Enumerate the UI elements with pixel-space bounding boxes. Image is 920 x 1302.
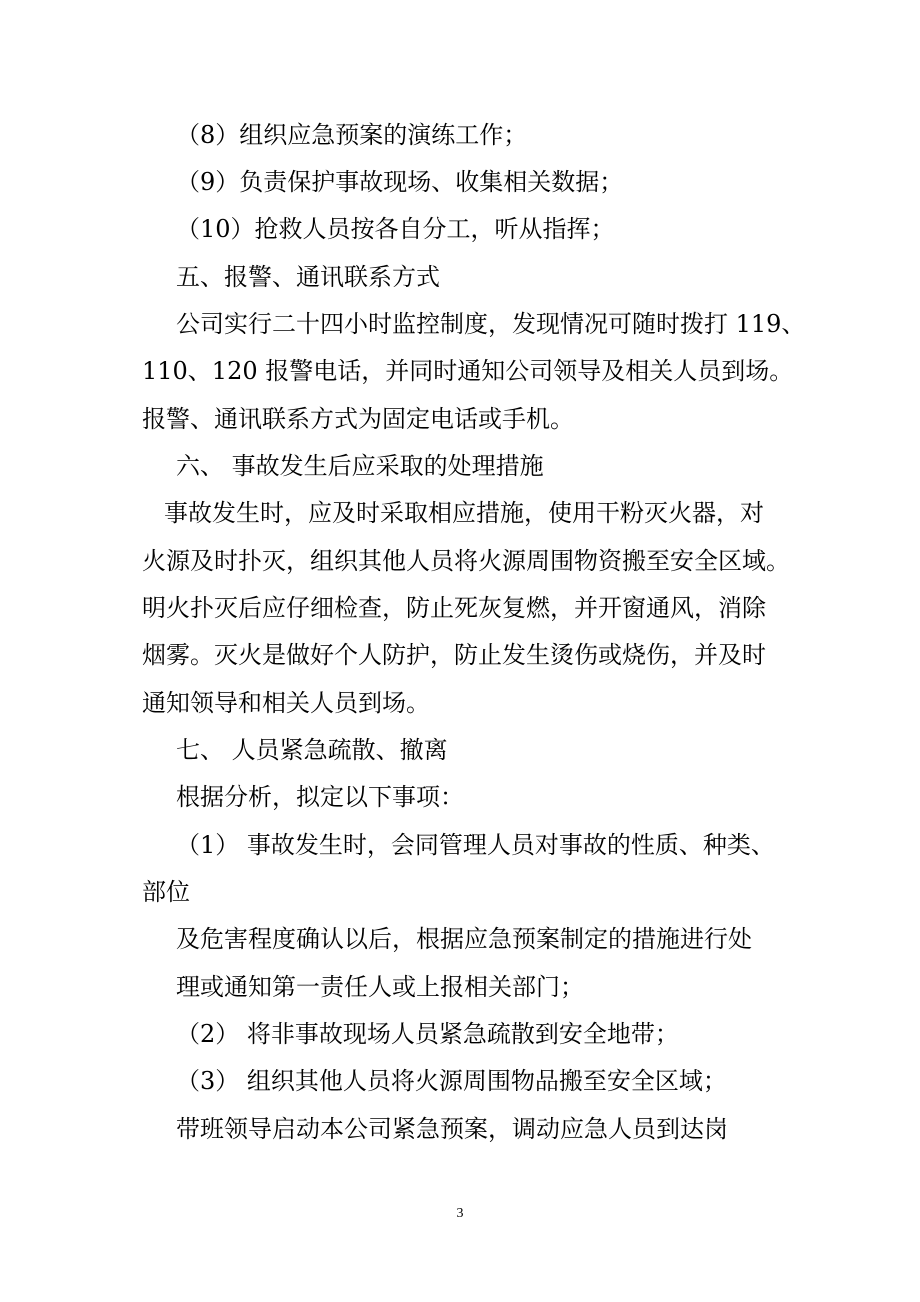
section-7-item-3: （3） 组织其他人员将火源周围物品搬至安全区域； [176,1067,727,1095]
section-6-paragraph-line-3: 明火扑灭后应仔细检查，防止死灰复燃，并开窗通风，消除 [142,594,766,622]
section-6-paragraph-line-1: 事故发生时，应及时采取相应措施，使用干粉灭火器，对 [164,499,764,527]
section-7-item-1-line-1: （1） 事故发生时，会同管理人员对事故的性质、种类、 [176,831,775,859]
section-5-paragraph-line-2: 110、120 报警电话，并同时通知公司领导及相关人员到场。 [142,357,794,385]
section-5-heading: 五、报警、通讯联系方式 [176,263,440,291]
section-5-paragraph-line-1: 公司实行二十四小时监控制度，发现情况可随时拨打 119、 [176,310,806,338]
section-7-item-1-line-2: 部位 [142,878,190,906]
section-6-paragraph-line-4: 烟雾。灭火是做好个人防护，防止发生烫伤或烧伤，并及时 [142,641,766,669]
section-7-paragraph-line: 带班领导启动本公司紧急预案，调动应急人员到达岗 [176,1115,728,1143]
section-6-heading: 六、 事故发生后应采取的处理措施 [176,452,544,480]
section-7-item-1-line-4: 理或通知第一责任人或上报相关部门； [176,973,584,1001]
item-8-organize-drills: （8）组织应急预案的演练工作； [176,121,528,149]
section-7-item-1-line-3: 及危害程度确认以后，根据应急预案制定的措施进行处 [176,925,752,953]
section-6-paragraph-line-5: 通知领导和相关人员到场。 [142,689,430,717]
section-7-item-2: （2） 将非事故现场人员紧急疏散到安全地带； [176,1020,679,1048]
section-7-heading: 七、 人员紧急疏散、撤离 [176,736,448,764]
section-7-intro: 根据分析，拟定以下事项： [176,783,464,811]
section-5-paragraph-line-3: 报警、通讯联系方式为固定电话或手机。 [142,405,574,433]
page-number: 3 [456,1206,464,1221]
section-6-paragraph-line-2: 火源及时扑灭，组织其他人员将火源周围物资搬至安全区域。 [142,547,790,575]
item-9-protect-scene: （9）负责保护事故现场、收集相关数据； [176,168,624,196]
item-10-rescue-personnel: （10）抢救人员按各自分工，听从指挥； [176,215,615,243]
